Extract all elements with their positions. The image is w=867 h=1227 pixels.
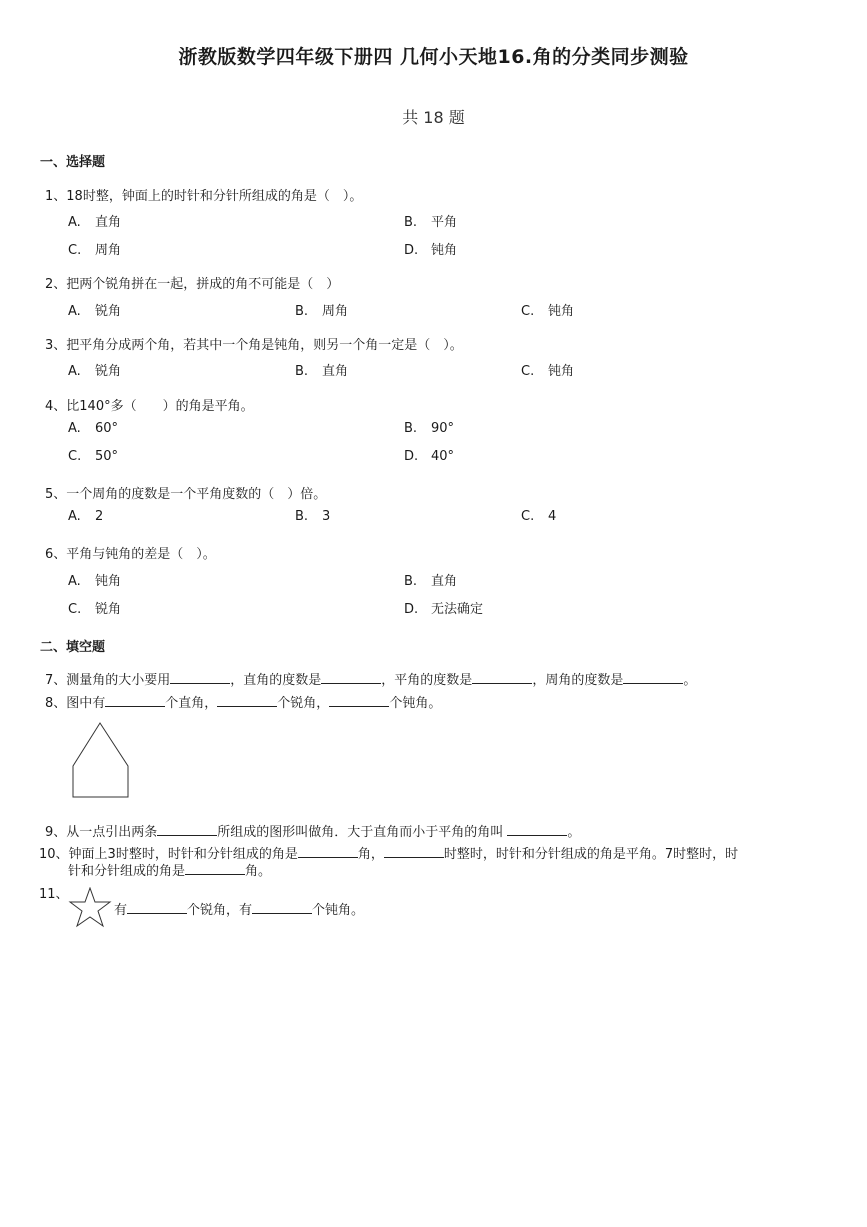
- q4-option-a[interactable]: [68, 421, 118, 436]
- page-title: 浙教版数学四年级下册四 几何小天地16.角的分类同步测验: [178, 46, 689, 68]
- q1-option-d[interactable]: [404, 239, 457, 258]
- option-letter: C.: [521, 304, 535, 319]
- option-letter: D.: [404, 449, 419, 464]
- option-text: 直角: [322, 364, 349, 379]
- option-letter: B.: [404, 421, 418, 436]
- q7-text-3: ，平角的度数是: [381, 673, 473, 688]
- option-letter: A.: [68, 574, 81, 589]
- question-11: [114, 899, 364, 918]
- option-text: 平角: [431, 215, 458, 230]
- question-9: [45, 821, 580, 840]
- option-text: 50°: [95, 449, 119, 464]
- answer-blank[interactable]: [321, 672, 381, 684]
- option-letter: B.: [295, 304, 309, 319]
- option-text: 钝角: [95, 574, 122, 589]
- option-text: 锐角: [95, 364, 122, 379]
- option-letter: A.: [68, 421, 81, 436]
- option-letter: A.: [68, 304, 81, 319]
- option-text: 90°: [431, 421, 455, 436]
- q11-text-3: 个钝角。: [312, 903, 365, 918]
- q10-text-3: 时整时，时针和分针组成的角是平角。7时整时，时: [443, 847, 739, 862]
- option-text: 2: [95, 509, 104, 524]
- q3-option-b[interactable]: [295, 360, 348, 379]
- option-text: 4: [548, 509, 557, 524]
- q6-option-d[interactable]: [404, 598, 483, 617]
- question-3: 3、把平角分成两个角，若其中一个角是钝角，则另一个角一定是（ ）。: [45, 338, 463, 353]
- q6-option-a[interactable]: [68, 570, 121, 589]
- option-letter: B.: [404, 215, 418, 230]
- q11-text-1: 有: [114, 903, 128, 918]
- option-text: 钝角: [431, 243, 458, 258]
- option-letter: B.: [404, 574, 418, 589]
- answer-blank[interactable]: [472, 672, 532, 684]
- option-letter: A.: [68, 509, 81, 524]
- q10-text-1: 10、钟面上3时整时，时针和分针组成的角是: [39, 847, 298, 862]
- q7-text-2: ，直角的度数是: [230, 673, 322, 688]
- question-10-line-2: [68, 860, 271, 879]
- option-letter: C.: [521, 364, 535, 379]
- q7-text-5: 。: [683, 673, 697, 688]
- q3-option-c[interactable]: [521, 360, 574, 379]
- option-text: 40°: [431, 449, 455, 464]
- option-text: 周角: [95, 243, 122, 258]
- question-4: 4、比140°多（ ）的角是平角。: [45, 399, 254, 414]
- q5-option-a[interactable]: [68, 509, 103, 524]
- option-text: 3: [322, 509, 331, 524]
- option-text: 直角: [431, 574, 458, 589]
- answer-blank[interactable]: [384, 846, 444, 858]
- option-letter: A.: [68, 215, 81, 230]
- option-letter: D.: [404, 602, 419, 617]
- q5-option-c[interactable]: [521, 509, 556, 524]
- question-count: 共 18 题: [402, 108, 465, 127]
- option-text: 周角: [322, 304, 349, 319]
- answer-blank[interactable]: [329, 695, 389, 707]
- q3-option-a[interactable]: [68, 360, 121, 379]
- q4-option-b[interactable]: [404, 421, 454, 436]
- q6-option-b[interactable]: [404, 570, 457, 589]
- q10-text-5: 角。: [245, 864, 272, 879]
- q10-text-2: 角，: [357, 847, 384, 862]
- option-letter: C.: [68, 243, 82, 258]
- option-letter: B.: [295, 509, 309, 524]
- option-letter: A.: [68, 364, 81, 379]
- q9-text-1: 9、从一点引出两条: [45, 825, 158, 840]
- q8-text-3: 个锐角，: [277, 696, 330, 711]
- answer-blank[interactable]: [105, 695, 165, 707]
- option-text: 60°: [95, 421, 119, 436]
- answer-blank[interactable]: [623, 672, 683, 684]
- option-text: 钝角: [548, 364, 575, 379]
- option-letter: C.: [68, 602, 82, 617]
- answer-blank[interactable]: [170, 672, 230, 684]
- q1-option-b[interactable]: [404, 211, 457, 230]
- q7-text-1: 7、测量角的大小要用: [45, 673, 171, 688]
- q5-option-b[interactable]: [295, 509, 330, 524]
- question-8: [45, 692, 441, 711]
- q2-option-a[interactable]: [68, 300, 121, 319]
- q4-option-d[interactable]: [404, 449, 454, 464]
- answer-blank[interactable]: [252, 902, 312, 914]
- question-7: [45, 669, 696, 688]
- q8-text-1: 8、图中有: [45, 696, 106, 711]
- answer-blank[interactable]: [298, 846, 358, 858]
- q1-option-c[interactable]: [68, 239, 121, 258]
- q8-text-4: 个钝角。: [389, 696, 442, 711]
- option-text: 锐角: [95, 304, 122, 319]
- q2-option-c[interactable]: [521, 300, 574, 319]
- option-letter: B.: [295, 364, 309, 379]
- house-pentagon-figure: [70, 720, 132, 800]
- option-text: 锐角: [95, 602, 122, 617]
- answer-blank[interactable]: [127, 902, 187, 914]
- q2-option-b[interactable]: [295, 300, 348, 319]
- q9-text-2: 所组成的图形叫做角．大于直角而小于平角的角叫: [217, 825, 508, 840]
- q11-text-2: 个锐角，有: [187, 903, 253, 918]
- answer-blank[interactable]: [185, 863, 245, 875]
- option-letter: C.: [68, 449, 82, 464]
- question-2: 2、把两个锐角拼在一起，拼成的角不可能是（ ）: [45, 277, 340, 292]
- section-fill-in-title: 二、填空题: [40, 640, 106, 655]
- q4-option-c[interactable]: [68, 449, 118, 464]
- answer-blank[interactable]: [507, 824, 567, 836]
- option-letter: D.: [404, 243, 419, 258]
- q1-option-a[interactable]: [68, 211, 121, 230]
- option-text: 钝角: [548, 304, 575, 319]
- option-text: 直角: [95, 215, 122, 230]
- section-multiple-choice-title: 一、选择题: [40, 155, 106, 170]
- q7-text-4: ，周角的度数是: [532, 673, 624, 688]
- answer-blank[interactable]: [157, 824, 217, 836]
- question-11-number: 11、: [39, 887, 69, 902]
- option-text: 无法确定: [431, 602, 484, 617]
- q8-text-2: 个直角，: [165, 696, 218, 711]
- question-5: 5、一个周角的度数是一个平角度数的（ ）倍。: [45, 487, 327, 502]
- question-6: 6、平角与钝角的差是（ ）。: [45, 547, 216, 562]
- question-1: 1、18时整，钟面上的时针和分针所组成的角是（ ）。: [45, 189, 363, 204]
- q9-text-3: 。: [567, 825, 581, 840]
- star-icon: [68, 887, 112, 929]
- q10-text-4: 针和分针组成的角是: [68, 864, 186, 879]
- option-letter: C.: [521, 509, 535, 524]
- q6-option-c[interactable]: [68, 598, 121, 617]
- answer-blank[interactable]: [217, 695, 277, 707]
